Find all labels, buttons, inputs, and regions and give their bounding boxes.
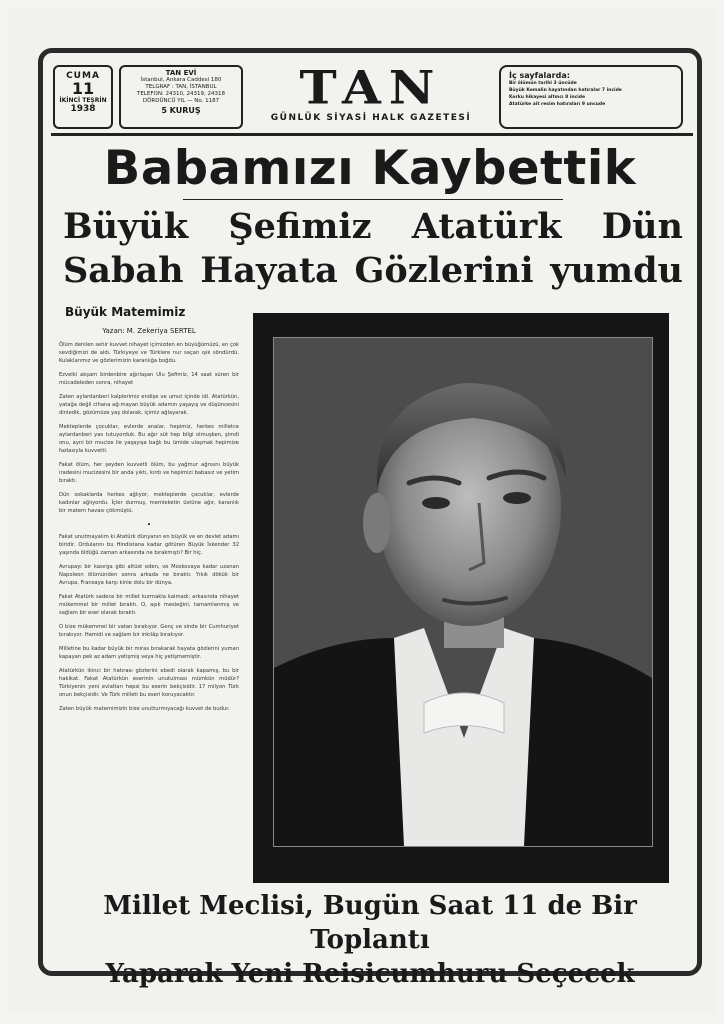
sub-headline: Büyük Şefimiz Atatürk Dün Sabah Hayata Gözlerini yumdu	[63, 206, 683, 291]
article-paragraph: Ezvelki akşam birdenbire ağırlaşan Ulu Şefimiz, 14 saat süren bir mücadeleden sonra, nihayet	[59, 372, 239, 386]
year: 1938	[70, 104, 96, 114]
article-paragraph: Milletine bu kadar büyük bir miras bırakarak hayata gözlerini yuman kapayan pek az adam yetişmiş veya hiç yetişmemiştir.	[59, 646, 239, 660]
headline-divider	[183, 199, 563, 200]
month-name: İKİNCİ TEŞRİN	[59, 97, 107, 104]
logo-text: TAN	[299, 60, 443, 115]
inside-item: Bir ölümün tarihi 3 üncüde	[509, 81, 577, 86]
day-name: CUMA	[66, 71, 100, 81]
newspaper-logo	[251, 60, 491, 131]
publisher-telegraph: TELGRAF : TAN, İSTANBUL	[145, 84, 217, 90]
portrait-illustration	[274, 338, 652, 846]
article-paragraph: Zaten büyük matemimizin bize unutturmıyacağı kuvvet de budur.	[59, 706, 230, 712]
publisher-address: İstanbul, Ankara Caddesi 180	[140, 77, 222, 83]
day-number: 11	[71, 79, 95, 98]
article-author: Yazan: M. Zekeriya SERTEL	[102, 327, 196, 335]
section-bullet: •	[146, 521, 152, 529]
publisher-title: TAN EVİ	[165, 69, 197, 77]
article-paragraph: Atatürkün ikinci bir hatırası gözlerini ebedi olarak kapamış, bu bir hakikat. Fakat Atatürkün eserinin unutulması mümkün müdür? Türkiyenin yeni evlatları hepsi bu eserin bekçisidir. 17 milyon Türk onun bekçisidir. Ve Türk milleti bu eseri koruyacaktır.	[59, 668, 239, 698]
newspaper-page	[8, 8, 716, 1012]
inside-pages-box	[499, 65, 683, 129]
page-frame	[38, 48, 702, 989]
inside-item: Büyük Kemalin hayatından hatıralar 7 incide	[509, 88, 622, 93]
tagline: GÜNLÜK SİYASİ HALK GAZETESİ	[270, 113, 472, 123]
article-paragraph: Fakat Atatürk sadece bir millet kurmakla kalmadı; arkasında nihayet mükemmel bir millet bıraktı. O, aşık mesleğini, tamamlanmış ve sağlam bir eser olarak bıraktı.	[59, 594, 239, 616]
issue-number: DÖRDÜNCÜ YIL — No. 1187	[142, 98, 220, 104]
masthead-rule	[51, 133, 693, 136]
publisher-phone: TELEFON: 24310, 24319, 24318	[136, 91, 226, 97]
publisher-info-box	[119, 65, 243, 129]
bottom-headline-line2: Yaparak Yeni Reisicumhuru Seçecek	[105, 959, 635, 989]
main-headline: Babamızı Kaybettik	[103, 141, 637, 196]
article-paragraph: Fakat unutmayalım ki Atatürk dünyanın en büyük ve en devlet adamı biridir. Ordularını bu Hindistana kadar götüren Büyük İskender 32 yaşında öldüğü zaman arkasında ne bırakmıştı? Bir hiç.	[59, 534, 239, 556]
masthead	[53, 60, 687, 133]
portrait-photo	[273, 337, 653, 847]
photo-frame	[253, 313, 669, 883]
article-paragraph: O bize mükemmel bir vatan bırakıyor. Genç ve sinde bir Cumhuriyet bırakıyor. Hamidi ve sağlam bir inkılâp bırakıyor.	[59, 624, 239, 638]
article-paragraph: Mekteplerde çocuklar, evlerde analar, hepimiz, herkes milletce aylardanberi yas tutuyorduk. Bu ağır süt hep bilgi olmuşken, şimdi onu, ayni bir mucize ile yaşayışa bağlı bu ümide ulaşmak hepimize fazlasıyla kuvvetti.	[59, 424, 239, 454]
inside-item: Korku hikayesi altıncı 8 incide	[509, 95, 586, 100]
price: 5 KURUŞ	[161, 106, 201, 115]
article-paragraph: Fakat ölüm, her şeyden kuvvetli ölüm, bu yağmur ağrısını büyük iradesini mucizesini bir anda yıktı, kırdı ve hepimizi babasız ve yetim bıraktı.	[59, 462, 239, 484]
article-title: Büyük Matemimiz	[65, 305, 186, 319]
article-paragraph: Ölüm denilen sehir kuvvet nihayet içimizden en büyüğümüzü, en çok sevdiğimizi de aldı. Türkiyeye ve Türklere nur saçan ışık söndürdü. Kulaklarımız ve gözlerimizin karanlığa boğdu.	[59, 342, 239, 364]
article-paragraph: Dün sokaklarda herkes ağlıyor, mekteplerde çocuklar, evlerde kadınlar ağlıyordu. İçler durmuş, memleketin üstüne ağır, karanlık bir matem havası çökmüştü.	[59, 492, 239, 514]
bottom-headline-line1: Millet Meclisi, Bugün Saat 11 de Bir Toplantı	[103, 891, 637, 955]
bottom-headline	[43, 889, 697, 991]
article-column	[59, 305, 239, 893]
inside-pages-header: İç sayfalarda:	[509, 71, 570, 80]
date-box	[53, 65, 113, 129]
article-paragraph: Avrupayı bir kasırga gibi altüst eden, ve Moskovaya kadar uzanan Napoleon ölümünden sonra arkada ne bıraktı: Yıkık dökük bir Avrupa, Fransaya karşı kinle dolu bir dünya.	[59, 564, 239, 586]
inside-item: Atatürke ait resim hatıraları 9 uncude	[509, 102, 606, 107]
article-paragraph: Zaten aylardanberi kalplerimiz endişe ve umut içinde idi. Atatürkün, yatağa değil cihana ağ-mayan büyük adamın yaşayış ve düşüncesini dinledik, gözümüze yaş dolarak, içimiz ağlayarak.	[59, 394, 239, 416]
